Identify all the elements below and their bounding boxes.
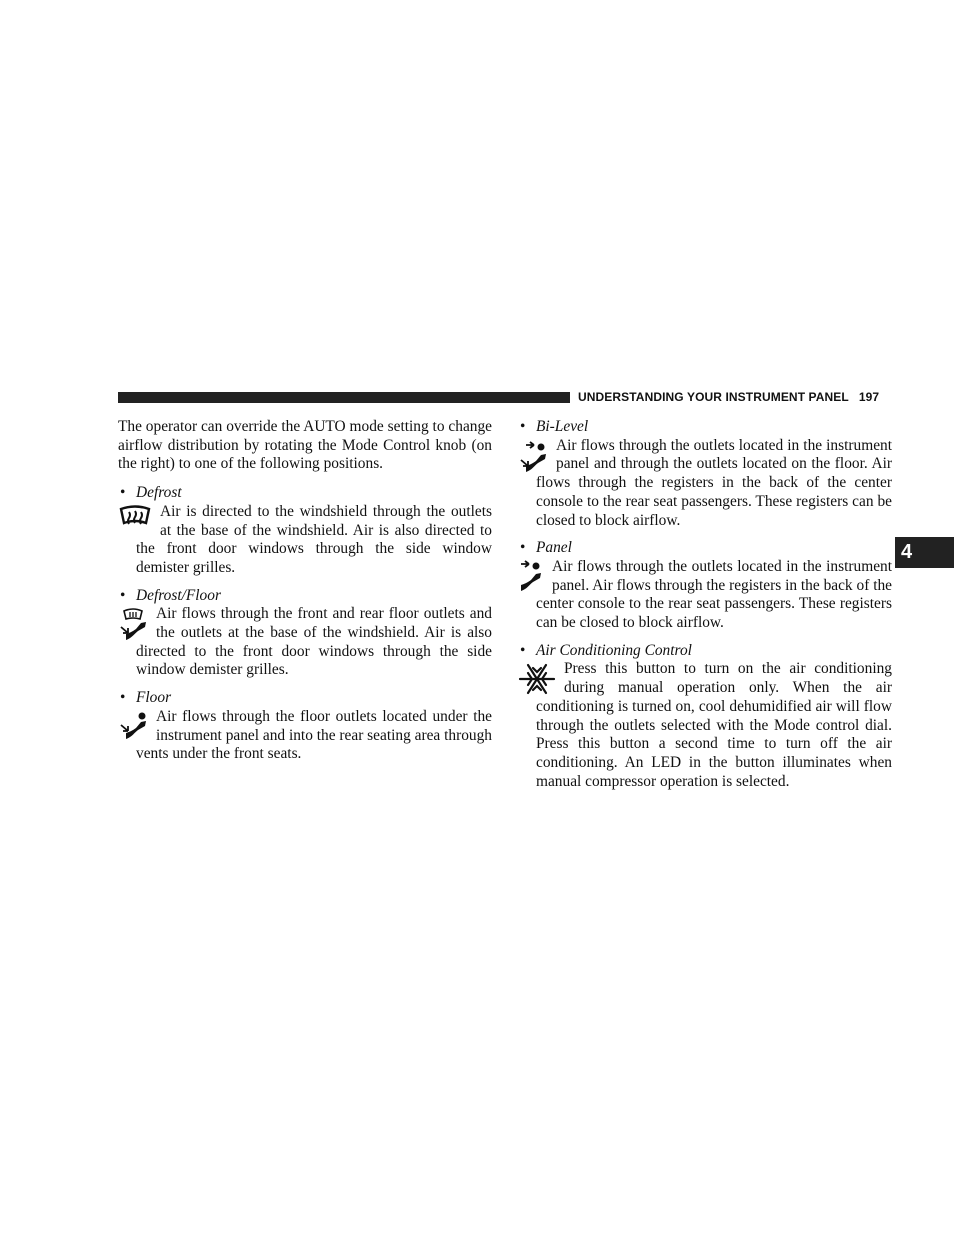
bi-level-icon [518,439,548,473]
bullet-text: Air flows through the outlets located in the instrument panel and through the outlets located on the floor. Air flows through the registers in the back of the center console to the rear seat passengers. These registers can be closed to block airflow. [536,436,892,529]
chapter-number: 4 [901,541,913,563]
running-header [578,390,894,404]
mode-defrost [118,484,492,578]
mode-panel [518,539,892,633]
bullet-title: • Defrost/Floor [136,587,492,606]
mode-floor [118,689,492,764]
right-column [518,418,892,800]
bullet-title: • Air Conditioning Control [536,642,892,661]
snowflake-icon [518,662,556,696]
bullet-title: • Defrost [136,484,492,503]
defrost-floor-icon [118,607,148,641]
floor-icon [118,710,148,740]
air-conditioning-control [518,642,892,792]
bullet-title: • Bi-Level [536,418,892,437]
section-title: UNDERSTANDING YOUR INSTRUMENT PANEL [578,390,849,404]
bullet-text: Air flows through the outlets located in the instrument panel. Air flows through the registers in the back of the center console to the rear seat passengers. These registers can be closed to block airflow. [536,557,892,632]
bullet-text: Air flows through the front and rear floor outlets and the outlets at the base of the windshield. Air is also directed to the front door windows through the side window demister grilles. [136,605,492,679]
bullet-title: • Panel [536,539,892,558]
panel-icon [518,560,544,592]
left-column [118,418,492,773]
header-rule [118,392,570,403]
mode-defrost-floor [118,587,492,681]
intro-paragraph: The operator can override the AUTO mode setting to change airflow distribution by rotating the Mode Control knob (on the right) to one of the following positions. [118,418,492,473]
defrost-icon [118,505,152,529]
page-number: 197 [858,390,880,404]
mode-bi-level [518,418,892,530]
bullet-text: Press this button to turn on the air conditioning during manual operation only. When the air conditioning is turned on, cool dehumidified air will flow through the outlets selected with the Mode control dial. Press this button a second time to turn off the air conditioning. An LED in the button illuminates when manual compressor operation is selected. [536,660,892,790]
chapter-tab [895,537,954,568]
bullet-text: Air flows through the floor outlets located under the instrument panel and into the rear seating area through vents under the front seats. [136,707,492,763]
bullet-text: Air is directed to the windshield through the outlets at the base of the windshield. Air is also directed to the front door windows through the side window demister grilles. [136,502,492,576]
bullet-title: • Floor [136,689,492,708]
